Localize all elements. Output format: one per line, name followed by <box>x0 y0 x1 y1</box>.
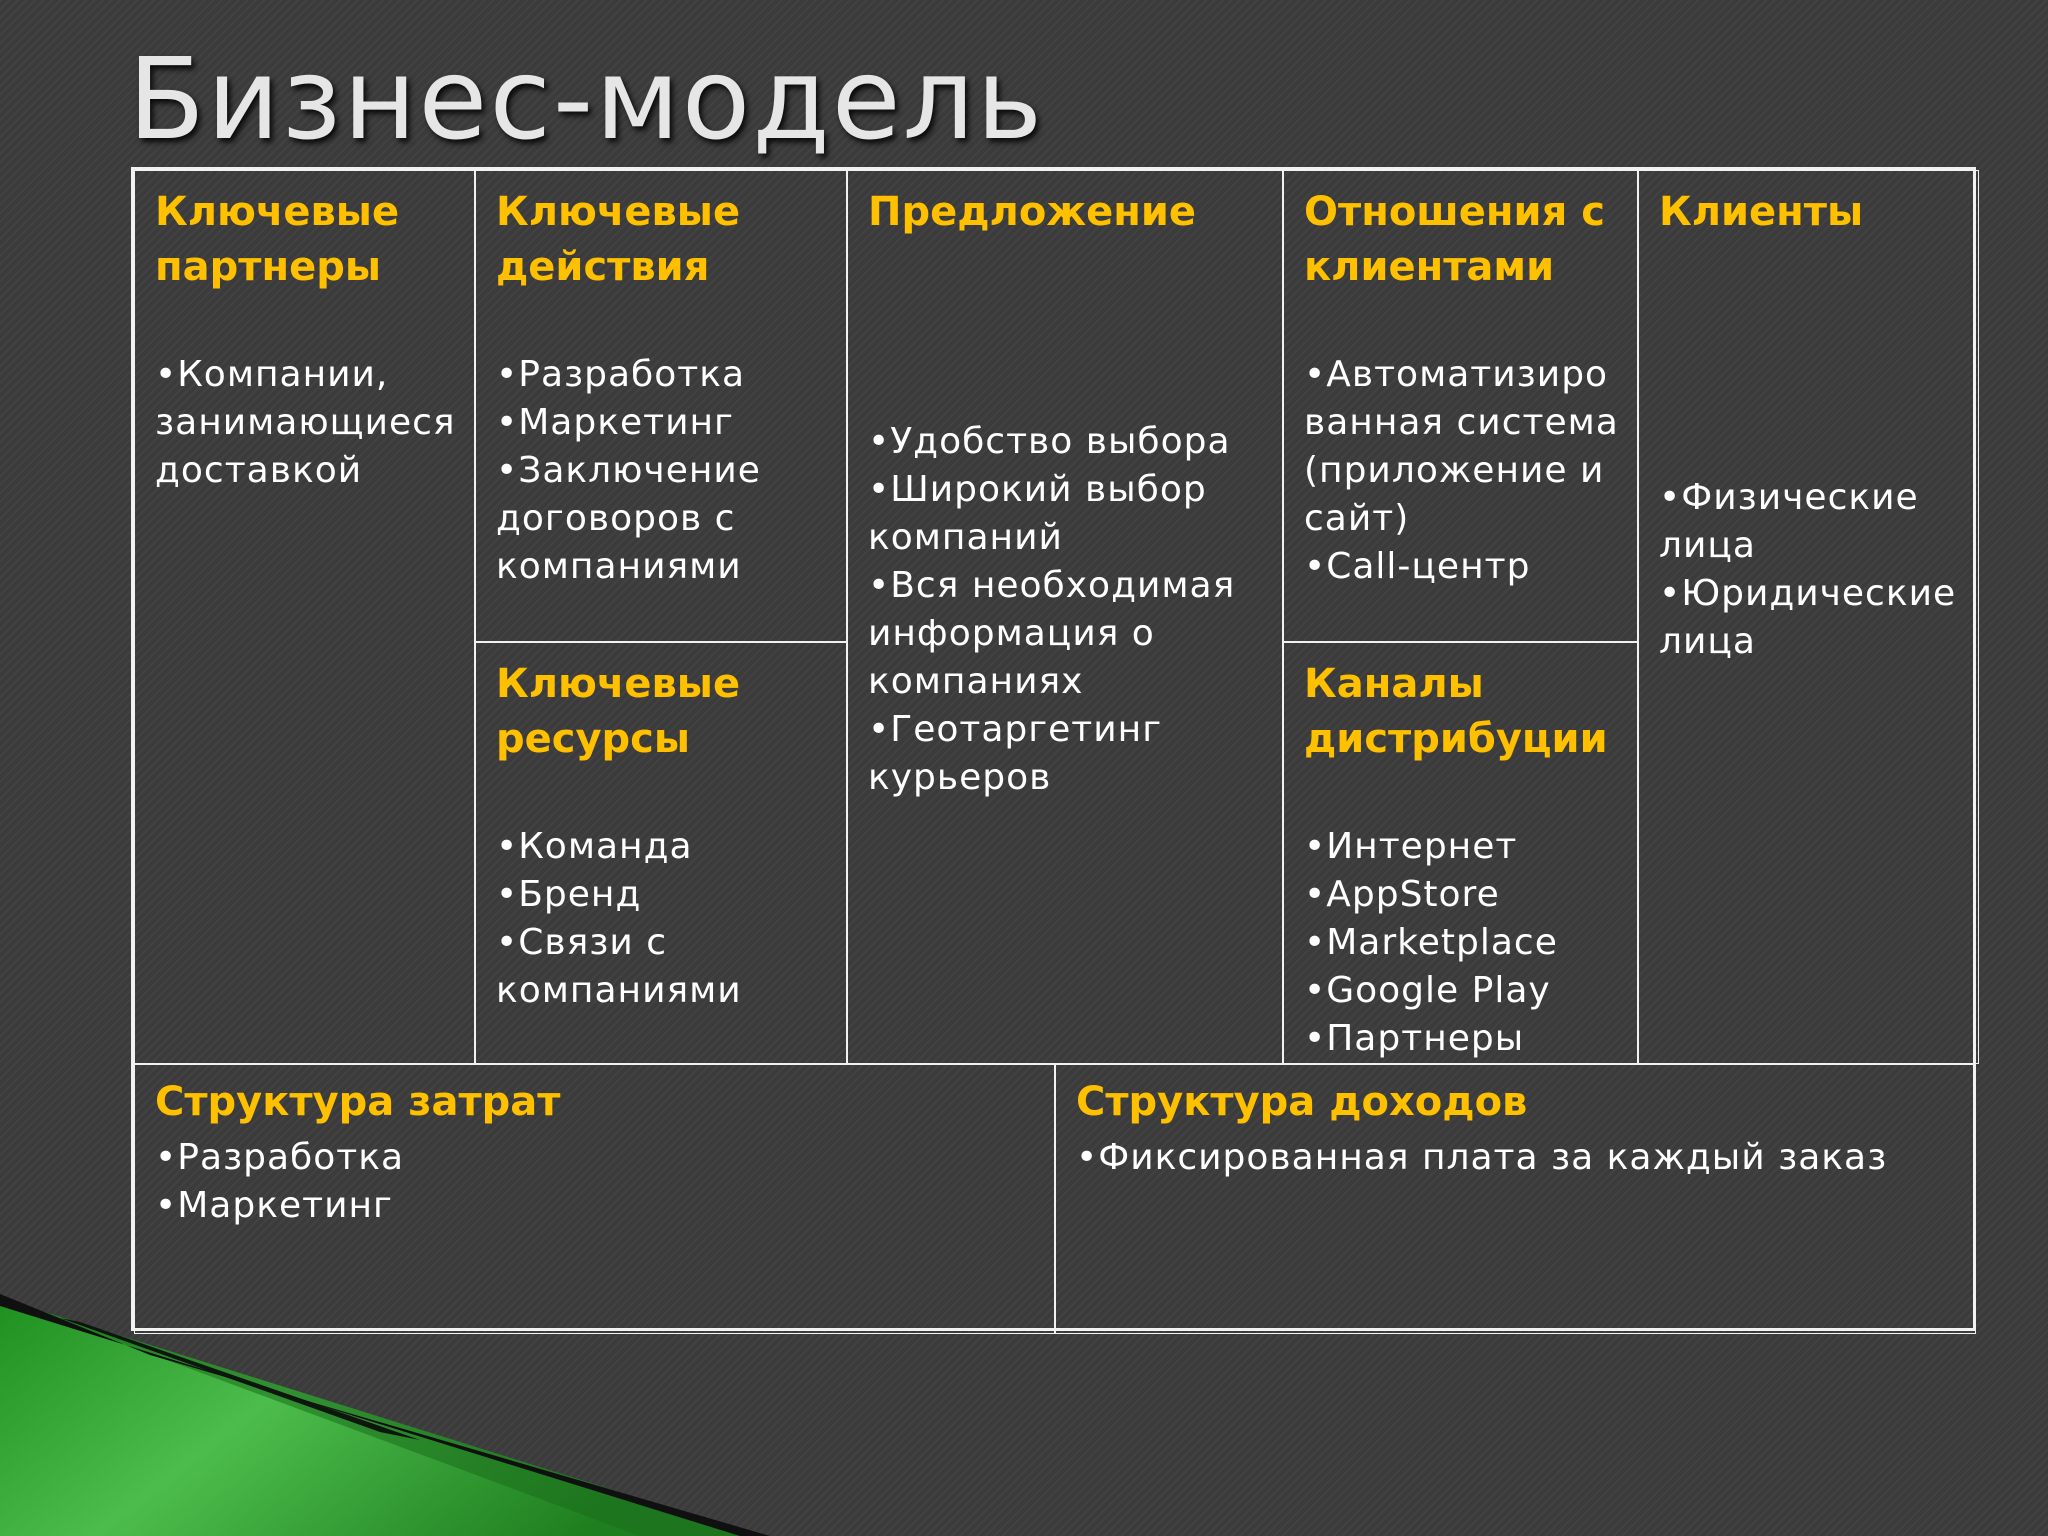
list-item: • AppStore <box>1304 871 1619 919</box>
list-item: • Заключение договоров с компаниями <box>496 447 828 591</box>
key-partners-title: Ключевые партнеры <box>155 189 400 290</box>
customer-relationships-title: Отношения с клиентами <box>1304 189 1605 290</box>
list-item: • Широкий выбор компаний <box>868 466 1264 562</box>
key-resources-title: Ключевые ресурсы <box>496 661 741 762</box>
bottom-row <box>134 1064 1979 1334</box>
list-item: • Команда <box>496 823 828 871</box>
list-item: • Физические лица <box>1659 474 1960 570</box>
key-resources-block <box>475 642 847 1064</box>
channels-title: Каналы дистрибуции <box>1304 661 1608 762</box>
list-item: • Маркетинг <box>496 399 828 447</box>
business-model-canvas <box>131 167 1976 1331</box>
cost-structure-block <box>134 1064 1055 1334</box>
list-item: • Фиксированная плата за каждый заказ <box>1076 1134 1957 1182</box>
revenue-streams-block <box>1055 1064 1976 1334</box>
key-resources-list <box>496 823 828 1015</box>
value-proposition-title: Предложение <box>868 189 1197 235</box>
key-activities-list <box>496 351 828 591</box>
list-item: • Бренд <box>496 871 828 919</box>
cost-structure-list <box>155 1134 1036 1230</box>
list-item: • Удобство выбора <box>868 418 1264 466</box>
key-activities-block <box>475 170 847 642</box>
list-item: • Google Play <box>1304 967 1619 1015</box>
list-item: • Разработка <box>496 351 828 399</box>
list-item: • Юридические лица <box>1659 570 1960 666</box>
value-proposition-list <box>868 418 1264 802</box>
cost-structure-title: Структура затрат <box>155 1079 561 1125</box>
customer-segments-block <box>1638 170 1979 1064</box>
list-item: • Разработка <box>155 1134 1036 1182</box>
slide-title: Бизнес-модель <box>128 35 1045 165</box>
key-partners-list <box>155 351 456 495</box>
list-item: • Маркетинг <box>155 1182 1036 1230</box>
customer-segments-list <box>1659 474 1960 666</box>
key-activities-title: Ключевые действия <box>496 189 741 290</box>
customer-relationships-list <box>1304 351 1619 591</box>
list-item: • Партнеры <box>1304 1015 1619 1063</box>
revenue-streams-list <box>1076 1134 1957 1182</box>
customer-segments-title: Клиенты <box>1659 189 1864 235</box>
list-item: • Компании, занимающиеся доставкой <box>155 351 456 495</box>
list-item: • Геотаргетинг курьеров <box>868 706 1264 802</box>
list-item: • Интернет <box>1304 823 1619 871</box>
list-item: • Связи с компаниями <box>496 919 828 1015</box>
list-item: • Marketplace <box>1304 919 1619 967</box>
channels-block <box>1283 642 1638 1064</box>
revenue-streams-title: Структура доходов <box>1076 1079 1528 1125</box>
key-partners-block <box>134 170 475 1064</box>
list-item: • Call-центр <box>1304 543 1619 591</box>
channels-list <box>1304 823 1619 1063</box>
list-item: • Автоматизированная система (приложение и сайт) <box>1304 351 1619 543</box>
list-item: • Вся необходимая информация о компаниях <box>868 562 1264 706</box>
value-proposition-block <box>847 170 1283 1064</box>
customer-relationships-block <box>1283 170 1638 642</box>
